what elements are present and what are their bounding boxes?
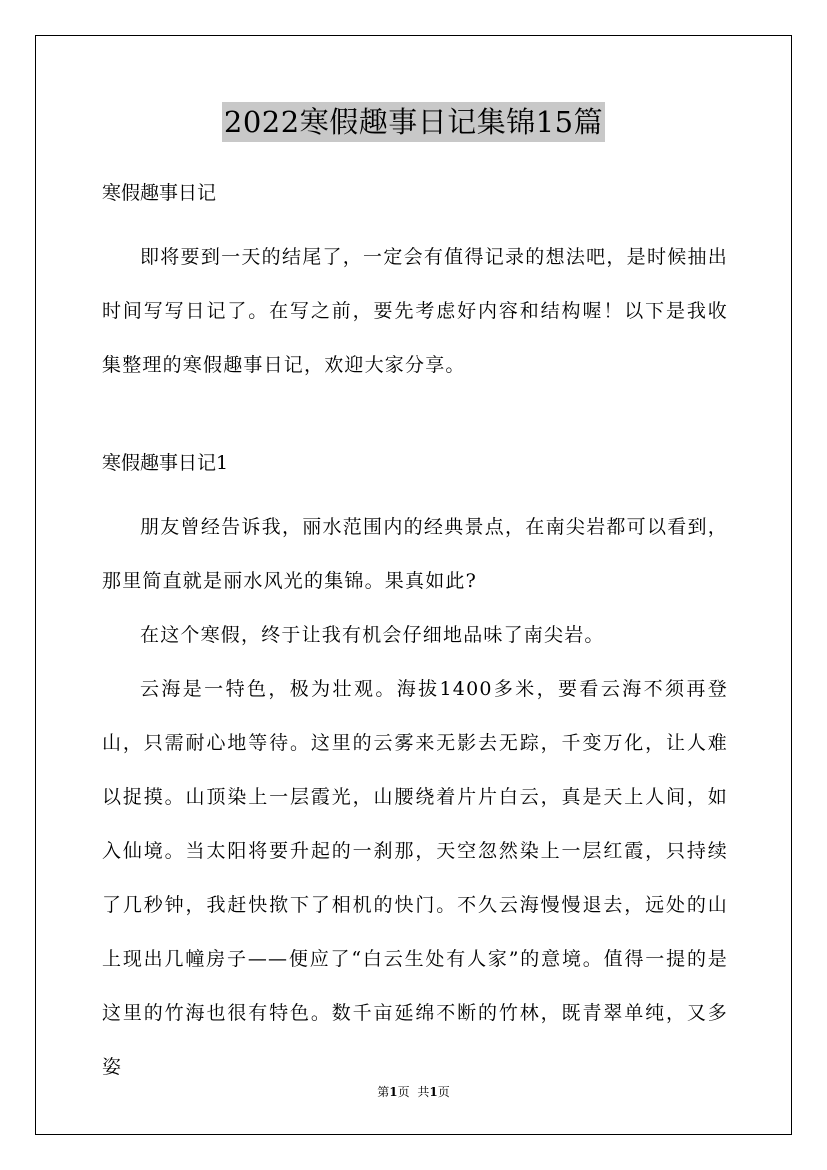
spacer (102, 211, 728, 230)
page-footer (0, 1084, 827, 1100)
page-number: 1 (389, 1085, 398, 1099)
total-label-prefix: 共 (417, 1085, 430, 1099)
document-body (102, 176, 728, 1094)
page-label-mid: 页 (397, 1085, 410, 1099)
intro-paragraph: 即将要到一天的结尾了，一定会有值得记录的想法吧，是时候抽出时间写写日记了。在写之前，要先考虑好内容和结构喔！以下是我收集整理的寒假趣事日记，欢迎大家分享。 (102, 246, 728, 376)
section1-paragraph-2: 在这个寒假，终于让我有机会仔细地品味了南尖岩。 (140, 624, 605, 646)
total-pages: 1 (429, 1085, 438, 1099)
document-title: 2022寒假趣事日记集锦15篇 (222, 102, 605, 142)
spacer (102, 392, 728, 446)
section1-paragraph-3: 云海是一特色，极为壮观。海拔1400多米，要看云海不须再登山，只需耐心地等待。这里的云雾来无影去无踪，千变万化，让人难以捉摸。山顶染上一层霞光，山腰绕着片片白云，真是天上人间，如入仙境。当太阳将要升起的一刹那，天空忽然染上一层红霞，只持续了几秒钟，我赶快揿下了相机的快门。不久云海慢慢退去，远处的山上现出几幢房子——便应了“白云生处有人家”的意境。值得一提的是这里的竹海也很有特色。数千亩延绵不断的竹林，既青翠单纯，又多姿 (102, 678, 728, 1078)
section1-paragraph-1: 朋友曾经告诉我，丽水范围内的经典景点，在南尖岩都可以看到，那里简直就是丽水风光的集锦。果真如此? (102, 516, 728, 592)
intro-heading: 寒假趣事日记 (102, 182, 217, 204)
section1-heading: 寒假趣事日记1 (102, 452, 229, 474)
spacer (102, 481, 728, 500)
total-label-suffix: 页 (437, 1085, 450, 1099)
page-label-prefix: 第 (377, 1085, 390, 1099)
title-container (0, 102, 827, 142)
